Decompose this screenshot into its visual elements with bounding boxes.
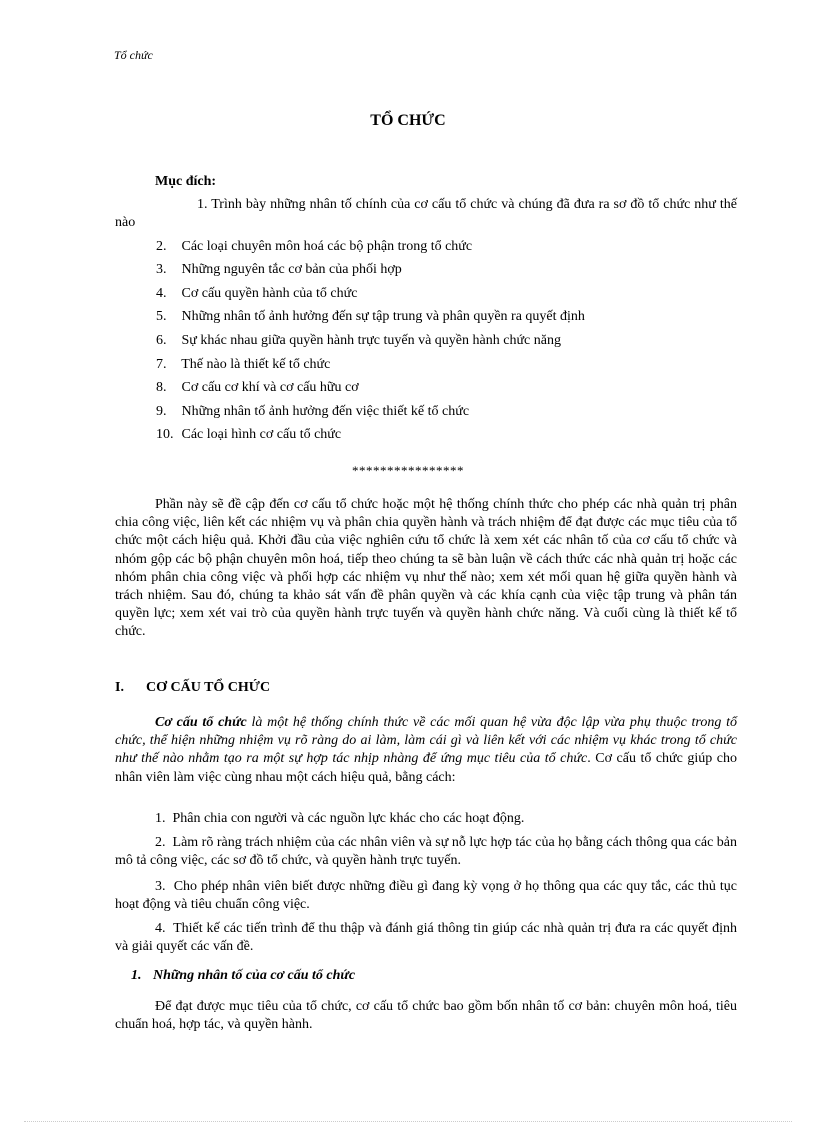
- point-paragraph: 2. Làm rõ ràng trách nhiệm của các nhân viên và sự nỗ lực hợp tác của họ bằng cách thông qua các bản mô tả công việc, các sơ đồ tổ chức, và quyền hành trực tuyến.: [115, 835, 738, 869]
- list-item: 3. Những nguyên tắc cơ bản của phối hợp: [156, 262, 402, 278]
- page-bottom-divider: [24, 1121, 792, 1122]
- point-paragraph: 1. Phân chia con người và các nguồn lực khác cho các hoạt động.: [155, 811, 525, 826]
- list-item: 2. Các loại chuyên môn hoá các bộ phận trong tổ chức: [156, 238, 473, 254]
- list-item: 5. Những nhân tố ảnh hưởng đến sự tập trung và phân quyền ra quyết định: [156, 309, 585, 325]
- intro-paragraph: Phần này sẽ đề cập đến cơ cấu tổ chức hoặc một hệ thống chính thức cho phép các nhà quản trị phân chia công việc, liên kết các nhiệm vụ và phân chia quyền hành và trách nhiệm để đạt được các mục tiêu của tổ chức một cách hiệu quả. Khởi đầu của việc nghiên cứu tổ chức là xem xét các nhân tố của cơ cấu tổ chức và nhóm gộp các bộ phận chuyên môn hoá, tiếp theo chúng ta sẽ bàn luận về cách thức các nhà quản trị hoặc các nhóm phân chia công việc và phối hợp các nhiệm vụ như thế nào; xem xét mối quan hệ giữa quyền hành và trách nhiệm. Sau đó, chúng ta khảo sát vấn đề phân quyền và các khía cạnh của việc tập trung và phân tán quyền lực; xem xét vai trò của quyền hành trực tuyến và quyền hành chức năng. Và cuối cùng là thiết kế tổ chức.: [115, 497, 737, 640]
- list-item: 7. Thế nào là thiết kế tổ chức: [156, 356, 331, 372]
- subsection-paragraph: Để đạt được mục tiêu của tổ chức, cơ cấu tổ chức bao gồm bốn nhân tố cơ bản: chuyên môn hoá, tiêu chuẩn hoá, hợp tác, và quyền hành.: [115, 999, 737, 1033]
- list-item: 1. Trình bày những nhân tố chính của cơ cấu tổ chức và chúng đã đưa ra sơ đồ tổ chức như thế nào: [115, 197, 738, 230]
- separator: ****************: [352, 463, 464, 478]
- section-heading: I. CƠ CẤU TỔ CHỨC: [115, 680, 271, 695]
- definition-paragraph: Cơ cấu tổ chức là một hệ thống chính thức về các mối quan hệ vừa độc lập vừa phụ thuộc trong tổ chức, thể hiện những nhiệm vụ rõ ràng do ai làm, làm cái gì và liên kết với các nhiệm vụ khác trong tổ chức như thế nào nhằm tạo ra một sự hợp tác nhịp nhàng để ứng mục tiêu của tổ chức. Cơ cấu tổ chức giúp cho nhân viên làm việc cùng nhau một cách hiệu quả, bằng cách:: [115, 715, 737, 785]
- purpose-label: Mục đích:: [155, 174, 217, 189]
- list-item: 8. Cơ cấu cơ khí và cơ cấu hữu cơ: [156, 380, 359, 396]
- list-item: 10. Các loại hình cơ cấu tổ chức: [156, 427, 342, 443]
- subsection-heading: 1. Những nhân tố của cơ cấu tổ chức: [131, 968, 356, 983]
- purpose-list: [115, 196, 737, 450]
- page-title: TỔ CHỨC: [370, 112, 446, 129]
- list-item: 6. Sự khác nhau giữa quyền hành trực tuyến và quyền hành chức năng: [156, 332, 561, 348]
- point-paragraph: 3. Cho phép nhân viên biết được những điều gì đang kỳ vọng ở họ thông qua các quy tắc, các thủ tục hoạt động và tiêu chuẩn công việc.: [115, 879, 738, 913]
- running-header: Tổ chức: [114, 48, 153, 62]
- list-item: 4. Cơ cấu quyền hành của tổ chức: [156, 285, 358, 301]
- list-item: 9. Những nhân tố ảnh hưởng đến việc thiết kế tổ chức: [156, 403, 470, 419]
- point-paragraph: 4. Thiết kế các tiến trình để thu thập và đánh giá thông tin giúp các nhà quản trị đưa ra các quyết định và giải quyết các vấn đề.: [115, 921, 737, 955]
